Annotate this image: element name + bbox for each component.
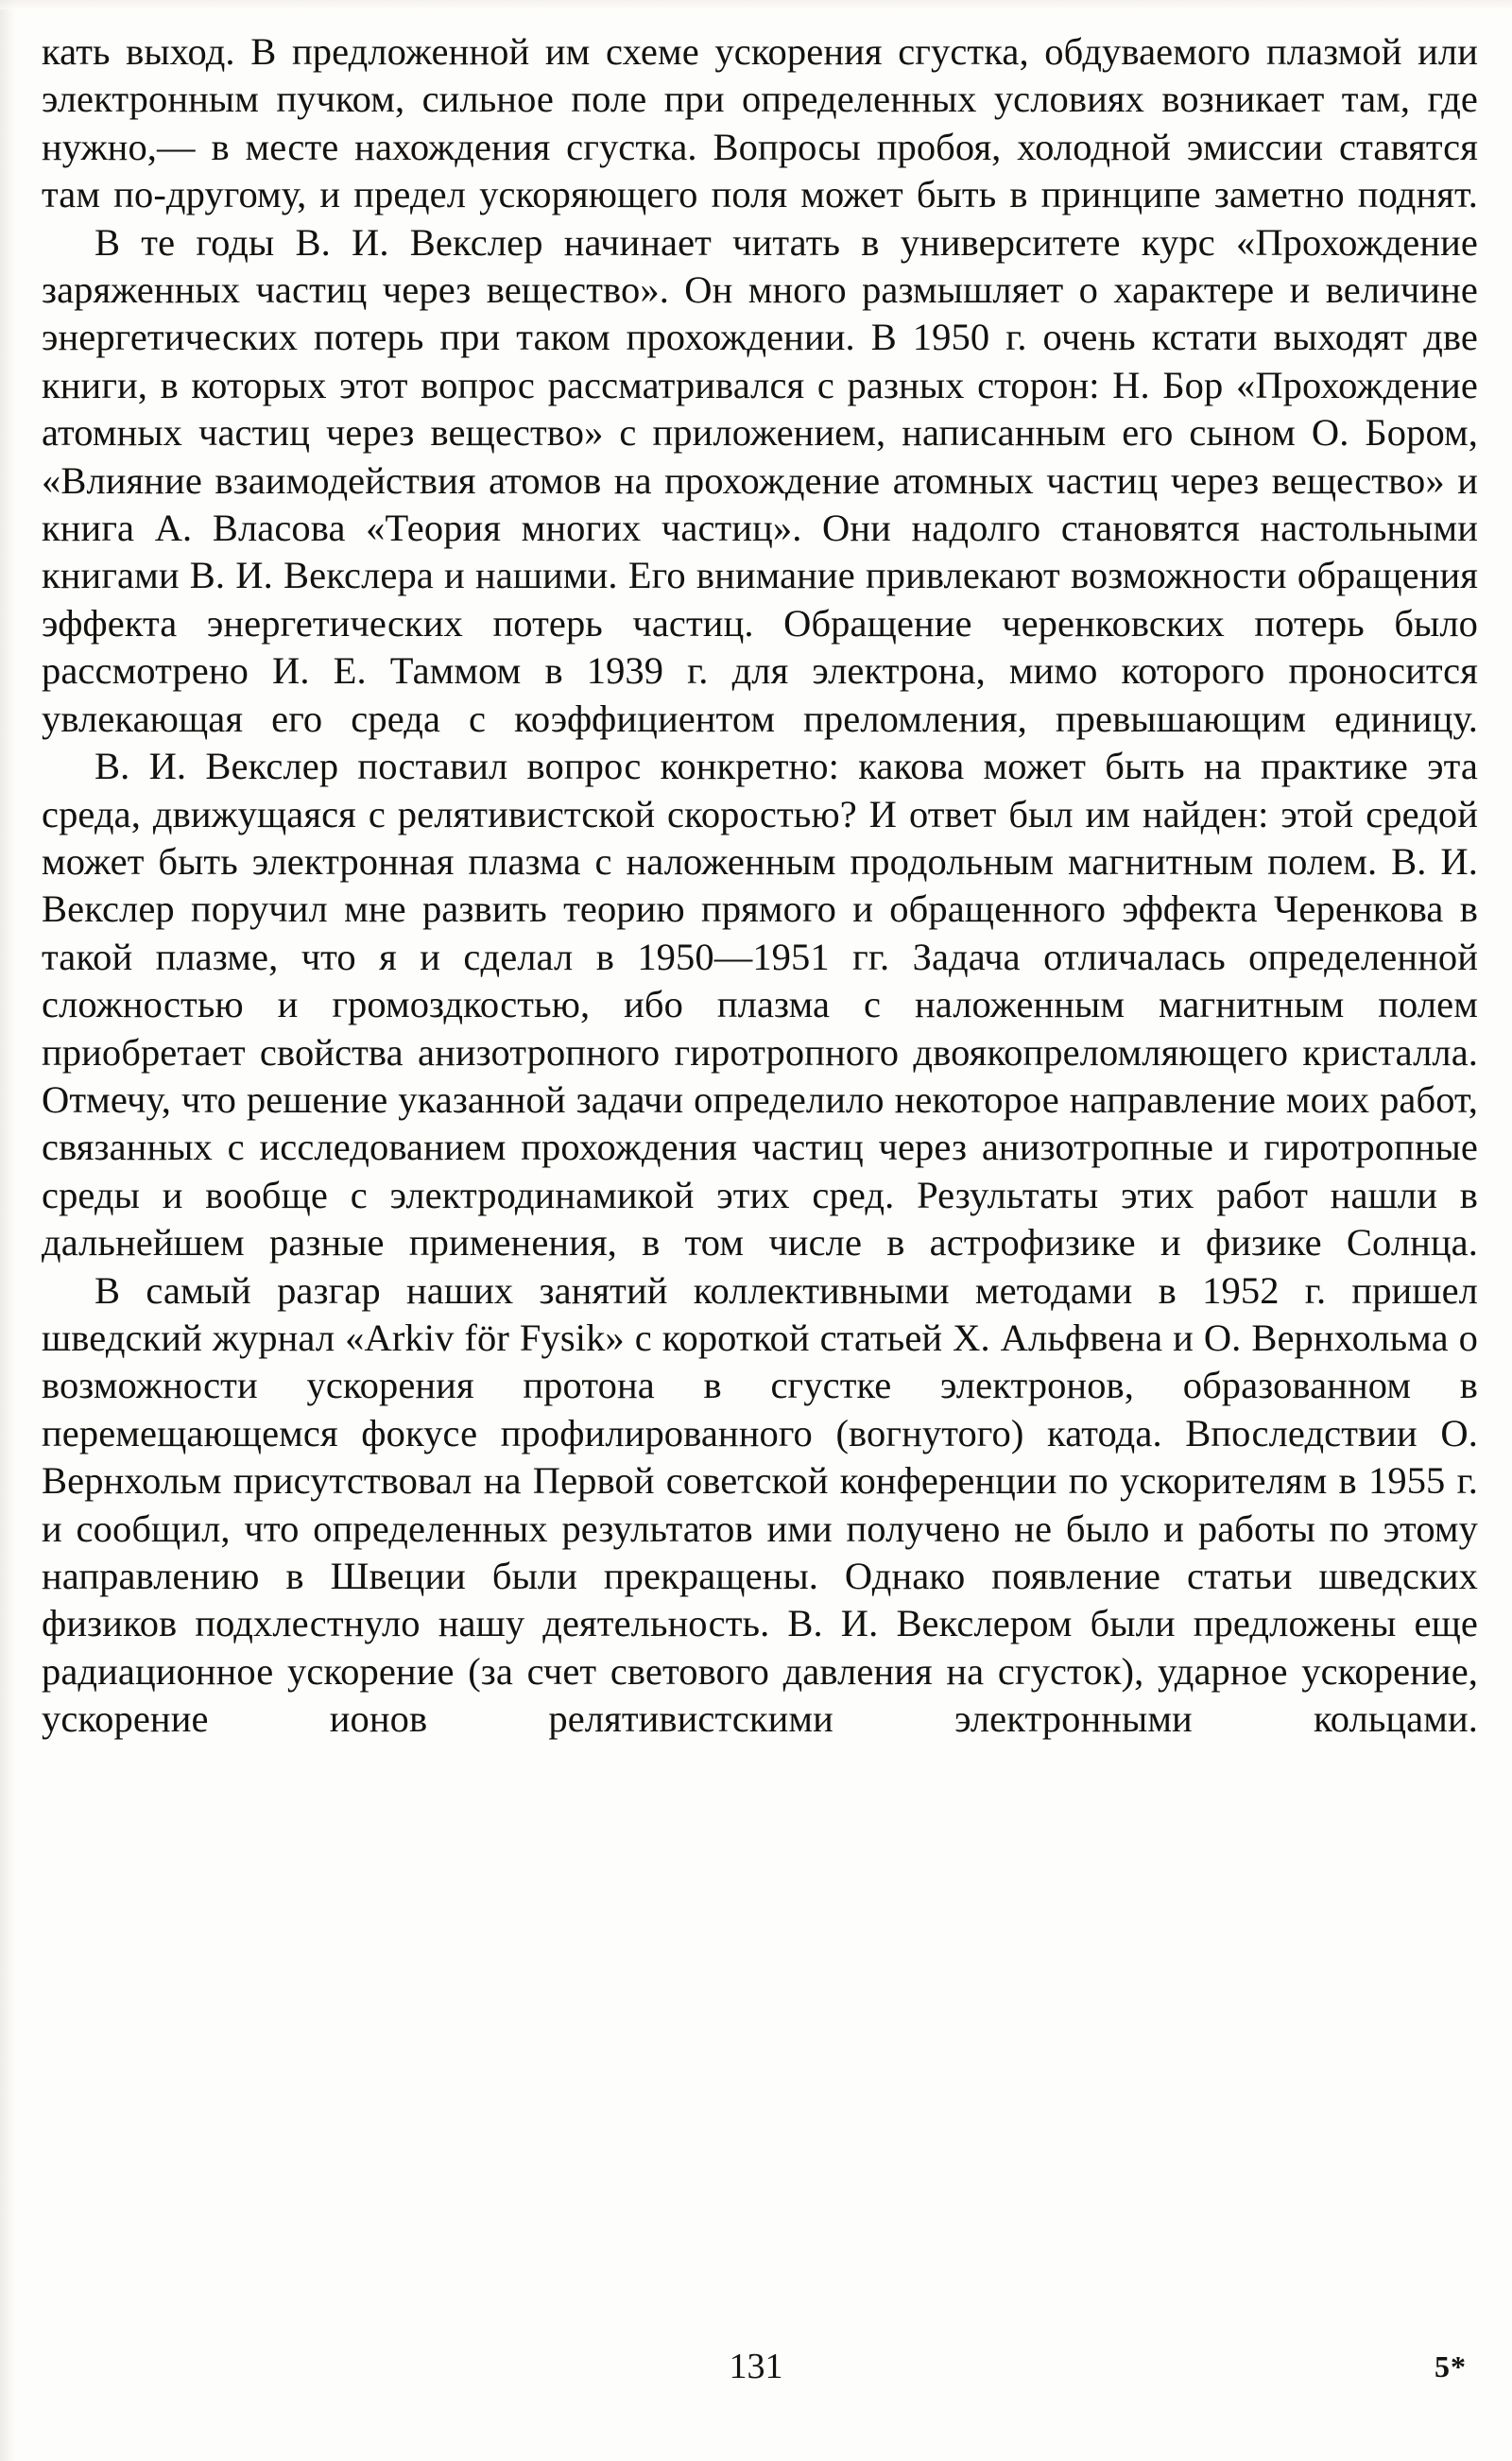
page-number: 131 <box>729 2347 783 2386</box>
page-edge-shadow-left <box>0 0 15 2461</box>
paragraph-veksler-course: В те годы В. И. Векслер начинает читать в университете курс «Прохождение заряженных частиц через вещество». Он много размышляет о характере и величине энергетических потерь при таком прохождении. В 1950 г. очень кстати выходят две книги, в которых этот вопрос рассматривался с разных сторон: Н. Бор «Прохождение атомных частиц через вещество» с приложением, написанным его сыном О. Бором, «Влияние взаимодействия атомов на прохождение атомных частиц через вещество» и книга А. Власова «Теория многих частиц». Они надолго становятся настольными книгами В. И. Векслера и нашими. Его внимание привлекают возможности обращения эффекта энергетических потерь частиц. Обращение черенковских потерь было рассмотрено И. Е. Таммом в 1939 г. для электрона, мимо которого проносится увлекающая его среда с коэффициентом преломления, превышающим единицу. <box>42 220 1478 740</box>
paragraph-arkiv-for-fysik: В самый разгар наших занятий коллективными методами в 1952 г. пришел шведский журнал «Arkiv för Fysik» с короткой статьей X. Альфвена и О. Вернхольма о возможности ускорения протона в сгустке электронов, образованном в перемещающемся фокусе профилированного (вогнутого) катода. Впоследствии О. Вернхольм присутствовал на Первой советской конференции по ускорителям в 1955 г. и сообщил, что определенных результатов ими получено не было и работы по этому направлению в Швеции были прекращены. Однако появление статьи шведских физиков подхлестнуло нашу деятельность. В. И. Векслером были предложены еще радиационное ускорение (за счет светового давления на сгусток), ударное ускорение, ускорение ионов релятивистскими электронными кольцами. <box>42 1268 1478 1741</box>
paragraph-plasma-question: В. И. Векслер поставил вопрос конкретно: какова может быть на практике эта среда, движущаяся с релятивистской скоростью? И ответ был им найден: этой средой может быть электронная плазма с наложенным продольным магнитным полем. В. И. Векслер поручил мне развить теорию прямого и обращенного эффекта Черенкова в такой плазме, что я и сделал в 1950—1951 гг. Задача отличалась определенной сложностью и громоздкостью, ибо плазма с наложенным магнитным полем приобретает свойства анизотропного гиротропного двоякопреломляющего кристалла. Отмечу, что решение указанной задачи определило некоторое направление моих работ, связанных с исследованием прохождения частиц через анизотропные и гиротропные среды и вообще с электродинамикой этих сред. Результаты этих работ нашли в дальнейшем разные применения, в том числе в астрофизике и физике Солнца. <box>42 745 1478 1265</box>
signature-mark: 5* <box>1435 2349 1467 2384</box>
body-text-column <box>42 28 1478 1744</box>
page-edge-shadow-top <box>0 0 1512 9</box>
paragraph-continued: кать выход. В предложенной им схеме ускорения сгустка, обдуваемого плазмой или электронным пучком, сильное поле при определенных условиях возникает там, где нужно,— в месте нахождения сгустка. Вопросы пробоя, холодной эмиссии ставятся там по-другому, и предел ускоряющего поля может быть в принципе заметно поднят. <box>42 30 1478 216</box>
